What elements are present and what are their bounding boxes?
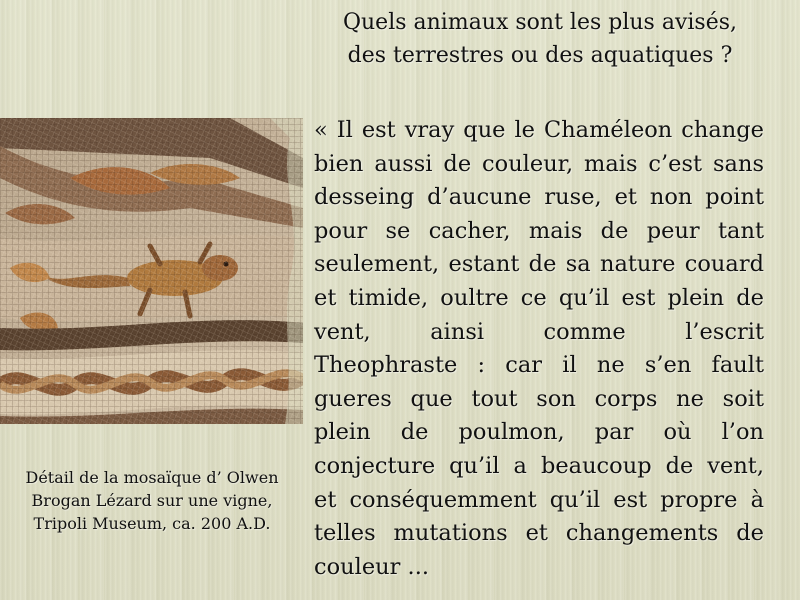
title-line-2: des terrestres ou des aquatiques ?	[347, 43, 733, 68]
mosaic-lizard-image	[0, 118, 303, 424]
quote-line: couleur ...	[314, 553, 430, 580]
quote-line: desseing d’aucune ruse, et non point	[314, 184, 764, 211]
quote-line: pour se cacher, mais de peur tant	[314, 217, 764, 244]
quote-line: Theophraste : car il ne s’en fault	[314, 352, 764, 379]
caption-line-3: Tripoli Museum, ca. 200 A.D.	[33, 514, 271, 533]
slide-title	[280, 6, 800, 72]
caption-line-2: Brogan Lézard sur une vigne,	[31, 491, 273, 510]
caption-line-1: Détail de la mosaïque d’ Olwen	[25, 468, 279, 487]
title-line-1: Quels animaux sont les plus avisés,	[342, 10, 738, 35]
quote-line: plein de poulmon, par où l’on	[314, 419, 764, 446]
quote-line: seulement, estant de sa nature couard	[314, 251, 764, 278]
quote-line: vent, ainsi comme l’escrit	[314, 318, 764, 345]
quote-line: et conséquemment qu’il est propre à	[314, 486, 764, 513]
quote-line: conjecture qu’il a beaucoup de vent,	[314, 452, 764, 479]
quote-text	[314, 114, 764, 584]
quote-line: gueres que tout son corps ne soit	[314, 385, 764, 412]
quote-line: telles mutations et changements de	[314, 520, 764, 547]
quote-line: bien aussi de couleur, mais c’est sans	[314, 150, 764, 177]
image-caption	[8, 466, 296, 535]
quote-line: « Il est vray que le Chaméleon change	[314, 117, 764, 143]
quote-line: et timide, oultre ce qu’il est plein de	[314, 284, 764, 311]
